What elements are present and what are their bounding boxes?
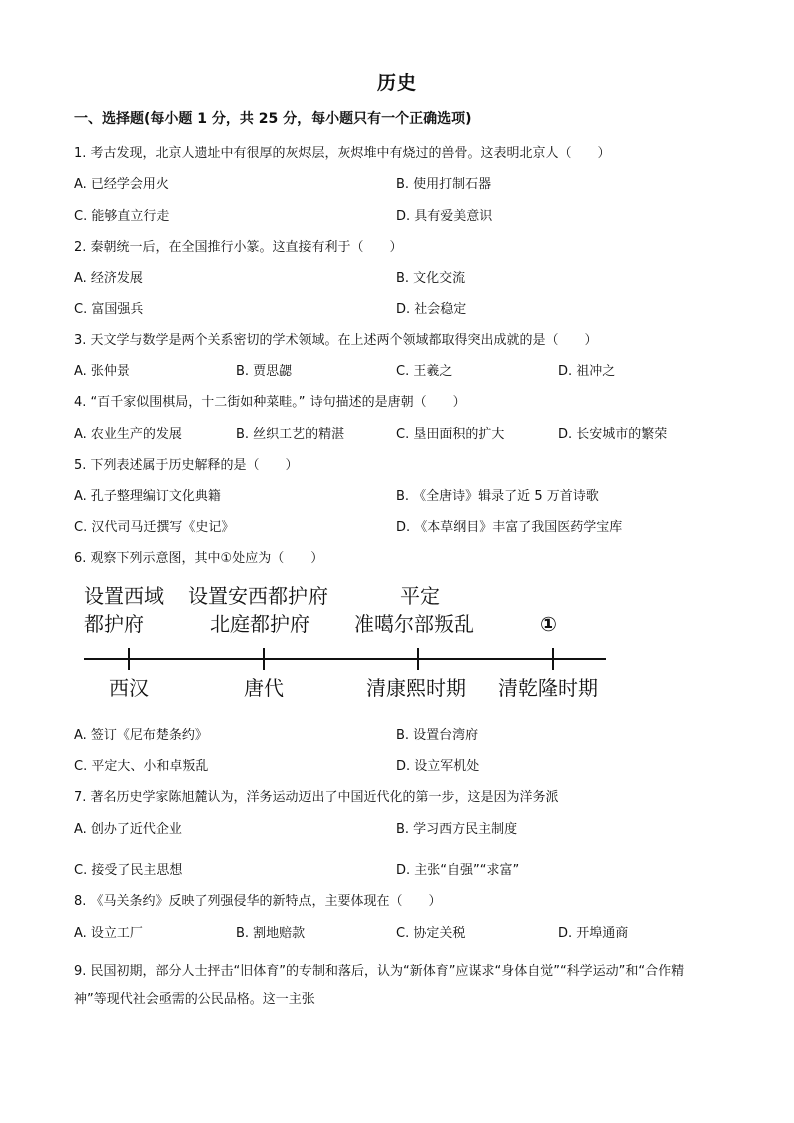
timeline-period: 唐代 [244,676,284,700]
q8-option-b[interactable]: B. 割地赔款 [236,926,306,941]
timeline-axis [84,658,606,660]
q4-option-d[interactable]: D. 长安城市的繁荣 [558,427,668,442]
q1-option-d[interactable]: D. 具有爱美意识 [396,209,493,224]
question-6-stem: 6. 观察下列示意图，其中①处应为（ ） [74,551,324,566]
q5-option-c[interactable]: C. 汉代司马迁撰写《史记》 [74,520,235,535]
timeline-tick [417,648,419,670]
q1-option-c[interactable]: C. 能够直立行走 [74,209,170,224]
q3-option-c[interactable]: C. 王羲之 [396,364,453,379]
q1-option-b[interactable]: B. 使用打制石器 [396,177,492,192]
q6-option-a[interactable]: A. 签订《尼布楚条约》 [74,728,208,743]
timeline-period: 西汉 [109,676,149,700]
q2-option-b[interactable]: B. 文化交流 [396,271,466,286]
q4-option-c[interactable]: C. 垦田面积的扩大 [396,427,505,442]
timeline-period: 清乾隆时期 [498,676,598,700]
q4-option-a[interactable]: A. 农业生产的发展 [74,427,182,442]
question-3-stem: 3. 天文学与数学是两个关系密切的学术领域。在上述两个领域都取得突出成就的是（ ） [74,333,598,348]
timeline-tick [128,648,130,670]
q3-option-b[interactable]: B. 贾思勰 [236,364,293,379]
q7-option-d[interactable]: D. 主张“自强”“求富” [396,863,520,878]
question-1-stem: 1. 考古发现，北京人遗址中有很厚的灰烬层，灰烬堆中有烧过的兽骨。这表明北京人（ ） [74,146,611,161]
timeline-period: 清康熙时期 [366,676,466,700]
section-heading: 一、选择题(每小题 1 分，共 25 分，每小题只有一个正确选项) [74,111,472,127]
q5-option-a[interactable]: A. 孔子整理编订文化典籍 [74,489,221,504]
timeline-diagram [84,580,614,705]
q2-option-a[interactable]: A. 经济发展 [74,271,143,286]
q6-option-d[interactable]: D. 设立军机处 [396,759,480,774]
timeline-tick [263,648,265,670]
q7-option-c[interactable]: C. 接受了民主思想 [74,863,183,878]
q5-option-b[interactable]: B. 《全唐诗》辑录了近 5 万首诗歌 [396,489,599,504]
q4-option-b[interactable]: B. 丝织工艺的精湛 [236,427,345,442]
q7-option-b[interactable]: B. 学习西方民主制度 [396,822,518,837]
q3-option-d[interactable]: D. 祖冲之 [558,364,616,379]
q8-option-a[interactable]: A. 设立工厂 [74,926,143,941]
timeline-event-bottom: 准噶尔部叛乱 [354,612,474,636]
q8-option-c[interactable]: C. 协定关税 [396,926,466,941]
q6-option-b[interactable]: B. 设置台湾府 [396,728,479,743]
timeline-blank-marker: ① [540,612,557,636]
q8-option-d[interactable]: D. 开埠通商 [558,926,629,941]
question-7-stem: 7. 著名历史学家陈旭麓认为，洋务运动迈出了中国近代化的第一步，这是因为洋务派 [74,790,559,805]
question-9-stem: 9. 民国初期，部分人士抨击“旧体育”的专制和落后，认为“新体育”应谋求“身体自觉”“科学运动”和“合作精神”等现代社会亟需的公民品格。这一主张 [74,964,685,1007]
question-8-stem: 8. 《马关条约》反映了列强侵华的新特点，主要体现在（ ） [74,894,442,909]
timeline-tick [552,648,554,670]
timeline-event-top: 设置安西都护府 [188,584,328,608]
q2-option-c[interactable]: C. 富国强兵 [74,302,144,317]
q1-option-a[interactable]: A. 已经学会用火 [74,177,169,192]
timeline-event-top: 设置西域 [84,584,164,608]
question-5-stem: 5. 下列表述属于历史解释的是（ ） [74,458,299,473]
question-4-stem: 4. “百千家似围棋局，十二街如种菜畦。” 诗句描述的是唐朝（ ） [74,395,466,410]
q6-option-c[interactable]: C. 平定大、小和卓叛乱 [74,759,209,774]
q3-option-a[interactable]: A. 张仲景 [74,364,130,379]
page-title: 历史 [376,72,417,94]
q5-option-d[interactable]: D. 《本草纲目》丰富了我国医药学宝库 [396,520,623,535]
timeline-event-bottom: 北庭都护府 [210,612,310,636]
question-2-stem: 2. 秦朝统一后，在全国推行小篆。这直接有利于（ ） [74,240,403,255]
q7-option-a[interactable]: A. 创办了近代企业 [74,822,182,837]
timeline-event-bottom: 都护府 [84,612,144,636]
q2-option-d[interactable]: D. 社会稳定 [396,302,467,317]
timeline-event-top: 平定 [400,584,440,608]
